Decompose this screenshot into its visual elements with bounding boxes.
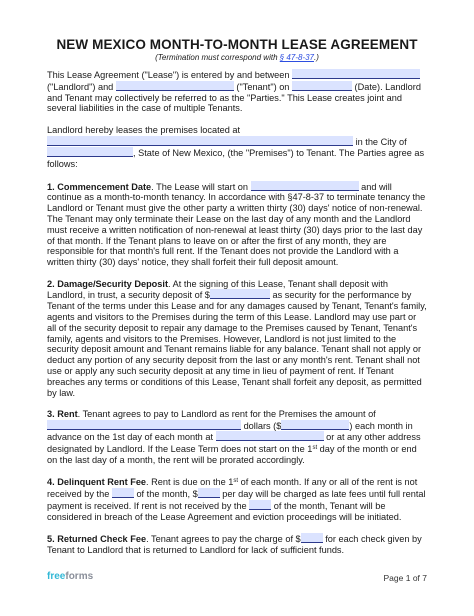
premises-address-field[interactable] [47,136,353,146]
intro-text-1: This Lease Agreement ("Lease") is entered by and between [47,70,290,80]
section-4-text-4: per day will be charged as late fees until full rental payment is received. If rent is not received by the [47,489,426,512]
section-4-text-2: of each month. If any or all of the rent is not received by the [47,477,418,500]
lease-date-field[interactable] [292,81,352,91]
deposit-amount-field[interactable] [210,289,270,299]
section-1-text-2: and will continue as a month-to-month tenancy. In accordance with §47-8-37 to terminate tenancy the Landlord or Tenant must give the other party a written thirty (30) days' notice of non-renewal. The Tenant may only terminate their Lease on the last day of any month and the Landlord must receive a written notification of non-renewal at least thirty (30) days prior to the last day of that month. If the Tenant plans to leave on or after the first of any month, they are responsible for that month's full rent. If the Tenant does not provide the Landlord with a written thirty (30) days' notice, they shall forfeit their full deposit amount. [47,181,426,268]
section-3-text-1: . Tenant agrees to pay to Landlord as rent for the Premises the amount of [77,408,376,419]
section-4-text-1: . Rent is due on the 1 [146,477,234,488]
late-day-field[interactable] [112,488,134,498]
section-5-text-1: . Tenant agrees to pay the charge of $ [146,534,301,545]
freeforms-logo [47,571,93,582]
tenant-name-field[interactable] [116,81,234,91]
page-number: Page 1 of 7 [383,573,427,583]
section-rent [47,409,427,466]
section-3-text-2: dollars ($ [243,420,282,431]
start-date-field[interactable] [251,181,359,191]
rent-amount-field[interactable] [281,420,349,430]
city-field[interactable] [47,147,133,157]
section-1-text-1: . The Lease will start on [151,181,249,192]
premises-text-1: Landlord hereby leases the premises located at [47,124,241,135]
late-fee-amount-field[interactable] [198,488,220,498]
section-2-text-2: as security for the performance by Tenant of the terms under this Lease and for any damages caused by Tenant, Tenant's family, agents and visitors to the Premises during the term of this Lease. Landlord may use part or all of the security deposit to repair any damage to the Premises caused by Tenant, Tenant's family, agents and visitors to the Premises. However, Landlord is not just limited to the security deposit amount and Tenant remains liable for any balance. Tenant shall not apply or deduct any portion of any security deposit from the last or any month's rent. Tenant shall not use or apply any such security deposit at any time in lieu of payment of rent. If Tenant breaches any terms or conditions of this Lease, Tenant shall forfeit any deposit, as permitted by law. [47,290,427,398]
logo-free-text: free [47,571,66,582]
premises-paragraph [47,125,427,170]
breach-day-field[interactable] [249,500,271,510]
section-commencement [47,181,427,268]
section-4-superscript: st [233,478,239,485]
document-subtitle [0,53,474,62]
logo-forms-text: forms [65,571,94,582]
section-deposit [47,279,427,399]
subtitle-suffix: .) [314,53,319,62]
landlord-name-field[interactable] [292,69,420,79]
premises-text-3: , State of New Mexico, (the "Premises") to Tenant. The Parties agree as follows: [47,148,425,170]
section-2-text-1: . At the signing of this Lease, Tenant shall deposit with Landlord, in trust, a security deposit of $ [47,278,388,301]
section-3-text-5: day of the month or end on the last day of a month, the rent will be prorated accordingly. [47,444,417,466]
section-1-heading: 1. Commencement Date [47,181,152,192]
payment-address-field[interactable] [216,431,324,441]
statute-link[interactable]: § 47-8-37 [279,53,314,62]
intro-paragraph [47,69,427,114]
section-late-fee [47,476,427,522]
lease-body [47,69,427,566]
intro-text-2: ("Landlord") and [47,81,114,92]
section-5-heading: 5. Returned Check Fee [47,534,147,545]
subtitle-prefix: (Termination must correspond with [155,53,280,62]
section-3-heading: 3. Rent [47,408,78,419]
section-3-text-4: or at any other address designated by Landlord. If the Lease Term does not start on the 1 [47,432,421,455]
document-title: NEW MEXICO MONTH-TO-MONTH LEASE AGREEMENT [56,37,418,52]
section-4-heading: 4. Delinquent Rent Fee [47,477,147,488]
section-5-text-2: for each check given by Tenant to Landlord that is returned to Landlord for lack of sufficient funds. [47,534,422,556]
section-2-heading: 2. Damage/Security Deposit [47,278,169,289]
premises-text-2: in the City of [355,136,407,147]
intro-text-4: (Date). Landlord and Tenant may collectively be referred to as the "Parties." This Lease creates joint and several liabilities in the case of multiple Tenants. [47,81,421,114]
section-returned-check [47,533,427,556]
section-3-superscript: st [312,445,318,452]
rent-words-field[interactable] [47,420,241,430]
section-4-text-5: of the month, Tenant will be considered in breach of the Lease Agreement and eviction proceedings will be initiated. [47,501,402,522]
intro-text-3: ("Tenant") on [236,81,290,92]
section-3-text-3: ) each month in advance on the 1st day of each month at [47,420,413,443]
check-fee-field[interactable] [301,533,323,543]
section-4-text-3: of the month, $ [136,489,198,500]
